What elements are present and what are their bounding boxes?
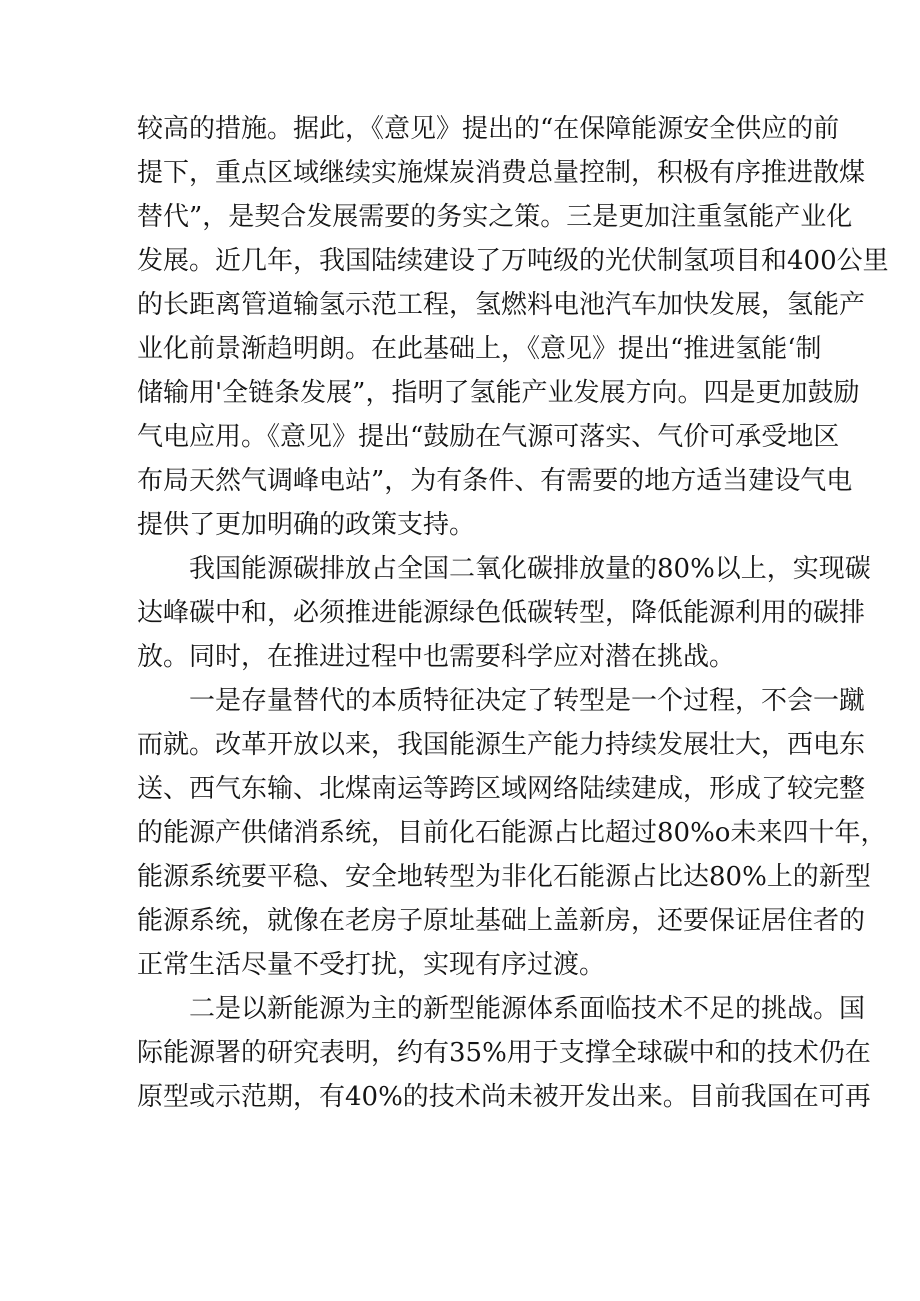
text-line: 能源系统要平稳、安全地转型为非化石能源占比达80%上的新型 (137, 862, 871, 892)
text-line: 而就。改革开放以来，我国能源生产能力持续发展壮大，西电东 (137, 730, 866, 760)
text-line: 提下，重点区域继续实施煤炭消费总量控制，积极有序推进散煤 (137, 158, 866, 188)
text-line: 的长距离管道输氢示范工程，氢燃料电池汽车加快发展，氢能产 (137, 290, 866, 320)
text-line: 原型或示范期，有40%的技术尚未被开发出来。目前我国在可再 (137, 1082, 871, 1112)
text-line: 的能源产供储消系统，目前化石能源占比超过80%o未来四十年， (137, 818, 887, 848)
text-line: 达峰碳中和，必须推进能源绿色低碳转型，降低能源利用的碳排 (137, 598, 866, 628)
paragraph-first-line: 一是存量替代的本质特征决定了转型是一个过程，不会一蹴 (189, 686, 866, 716)
paragraph-first-line: 我国能源碳排放占全国二氧化碳排放量的80%以上，实现碳 (189, 554, 871, 584)
text-line: 业化前景渐趋明朗。在此基础上，《意见》提出“推进氢能‘制 (137, 334, 822, 364)
text-line: 提供了更加明确的政策支持。 (137, 510, 476, 540)
text-line: 放。同时，在推进过程中也需要科学应对潜在挑战。 (137, 642, 736, 672)
text-line: 储输用'全链条发展”，指明了氢能产业发展方向。四是更加鼓励 (137, 378, 860, 408)
text-line: 较高的措施。据此，《意见》提出的“在保障能源安全供应的前 (137, 114, 840, 144)
text-line: 能源系统，就像在老房子原址基础上盖新房，还要保证居住者的 (137, 906, 866, 936)
paragraph-first-line: 二是以新能源为主的新型能源体系面临技术不足的挑战。国 (189, 994, 866, 1024)
text-line: 送、西气东输、北煤南运等跨区域网络陆续建成，形成了较完整 (137, 774, 866, 804)
text-line: 替代”，是契合发展需要的务实之策。三是更加注重氢能产业化 (137, 202, 853, 232)
text-line: 发展。近几年，我国陆续建设了万吨级的光伏制氢项目和400公里 (137, 246, 889, 276)
text-line: 气电应用。《意见》提出“鼓励在气源可落实、气价可承受地区 (137, 422, 840, 452)
text-line: 正常生活尽量不受打扰，实现有序过渡。 (137, 950, 606, 980)
text-line: 布局天然气调峰电站”，为有条件、有需要的地方适当建设气电 (137, 466, 853, 496)
text-line: 际能源署的研究表明，约有35%用于支撑全球碳中和的技术仍在 (137, 1038, 871, 1068)
